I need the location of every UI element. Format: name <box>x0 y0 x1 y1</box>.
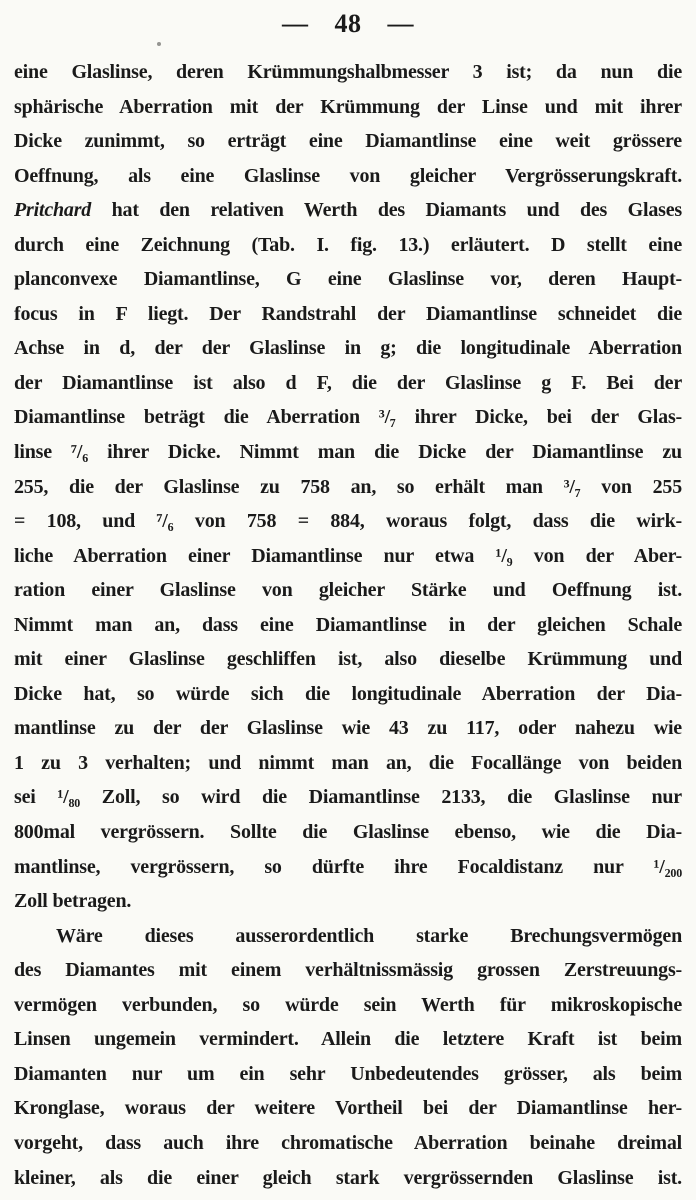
text-segment: durch eine Zeichnung (Tab. I. fig. 13.) erläutert. D stellt eine <box>14 233 682 256</box>
text-line <box>14 677 682 712</box>
text-segment: Achse in d, der der Glaslinse in g; die longitudinale Aberration <box>14 337 682 360</box>
page-number: 48 <box>334 9 362 38</box>
text-segment: Zoll betragen. <box>14 890 132 913</box>
text-line <box>14 780 682 815</box>
text-segment: Wäre dieses ausserordentlich starke Brechungsvermögen <box>56 924 682 947</box>
text-line <box>14 919 682 954</box>
text-segment: kleiner, als die einer gleich stark vergrössernden Glaslinse ist. <box>14 1166 682 1189</box>
text-line <box>14 711 682 746</box>
text-segment: Nimmt man an, dass eine Diamantlinse in der gleichen Schale <box>14 613 682 636</box>
text-segment: linse ⁷/₆ ihrer Dicke. Nimmt man die Dicke der Diamantlinse zu <box>14 441 682 464</box>
text-segment: Oeffnung, als eine Glaslinse von gleicher Vergrösserungskraft. <box>14 164 682 187</box>
text-line <box>14 746 682 781</box>
text-line <box>14 1161 682 1196</box>
text-segment: Diamantlinse beträgt die Aberration ³/₇ ihrer Dicke, bei der Glas- <box>14 406 682 429</box>
text-line <box>14 262 682 297</box>
text-segment: sei ¹/₈₀ Zoll, so wird die Diamantlinse 2133, die Glaslinse nur <box>14 786 682 809</box>
text-segment: vorgeht, dass auch ihre chromatische Aberration beinahe dreimal <box>14 1131 682 1154</box>
text-line <box>14 1057 682 1092</box>
text-line <box>14 504 682 539</box>
text-segment: 255, die der Glaslinse zu 758 an, so erhält man ³/₇ von 255 <box>14 475 682 498</box>
text-line <box>14 573 682 608</box>
text-line <box>14 815 682 850</box>
header-dash-right: — <box>387 9 414 38</box>
text-line <box>14 331 682 366</box>
text-segment: der Diamantlinse ist also d F, die der Glaslinse g F. Bei der <box>14 371 682 394</box>
text-segment: liche Aberration einer Diamantlinse nur etwa ¹/₉ von der Aber- <box>14 544 682 567</box>
text-segment: vermögen verbunden, so würde sein Werth für mikroskopische <box>14 993 682 1016</box>
text-segment: mantlinse, vergrössern, so dürfte ihre Focaldistanz nur ¹/₂₀₀ <box>14 855 682 878</box>
text-line <box>14 124 682 159</box>
text-line <box>14 470 682 505</box>
text-line <box>14 953 682 988</box>
text-segment: focus in F liegt. Der Randstrahl der Diamantlinse schneidet die <box>14 302 682 325</box>
text-segment: ration einer Glaslinse von gleicher Stärke und Oeffnung ist. <box>14 579 682 602</box>
text-line <box>14 159 682 194</box>
paragraph <box>14 919 682 1195</box>
text-line <box>14 193 682 228</box>
text-segment: Kronglase, woraus der weitere Vortheil bei der Diamantlinse her- <box>14 1097 682 1120</box>
text-line <box>14 90 682 125</box>
text-segment: mit einer Glaslinse geschliffen ist, also dieselbe Krümmung und <box>14 648 682 671</box>
text-line <box>14 228 682 263</box>
text-line <box>14 884 682 919</box>
text-segment: Diamanten nur um ein sehr Unbedeutendes grösser, als beim <box>14 1062 682 1085</box>
text-line <box>14 642 682 677</box>
text-line <box>14 608 682 643</box>
text-line <box>14 1022 682 1057</box>
scan-speck <box>157 42 161 46</box>
text-line <box>14 539 682 574</box>
text-line <box>14 55 682 90</box>
italic-text: Pritchard <box>14 199 92 222</box>
text-segment: mantlinse zu der der Glaslinse wie 43 zu 117, oder nahezu wie <box>14 717 682 740</box>
text-segment: Linsen ungemein vermindert. Allein die letztere Kraft ist beim <box>14 1028 682 1051</box>
text-segment: Dicke hat, so würde sich die longitudinale Aberration der Dia- <box>14 682 682 705</box>
text-line <box>14 435 682 470</box>
text-segment: 1 zu 3 verhalten; und nimmt man an, die Focallänge von beiden <box>14 751 682 774</box>
text-line <box>14 297 682 332</box>
text-block <box>14 55 682 1195</box>
text-segment: Dicke zunimmt, so erträgt eine Diamantlinse eine weit grössere <box>14 130 682 153</box>
text-segment: des Diamantes mit einem verhältnissmässig grossen Zerstreuungs- <box>14 959 682 982</box>
header-dash-left: — <box>282 9 309 38</box>
text-line <box>14 988 682 1023</box>
text-segment: = 108, und ⁷/₆ von 758 = 884, woraus folgt, dass die wirk- <box>14 510 682 533</box>
text-segment: planconvexe Diamantlinse, G eine Glaslinse vor, deren Haupt- <box>14 268 682 291</box>
page-header <box>0 0 696 42</box>
text-line <box>14 850 682 885</box>
text-segment: 800mal vergrössern. Sollte die Glaslinse ebenso, wie die Dia- <box>14 821 682 844</box>
text-line <box>14 1091 682 1126</box>
text-line <box>14 400 682 435</box>
text-line <box>14 1126 682 1161</box>
text-segment: hat den relativen Werth des Diamants und des Glases <box>91 199 682 222</box>
text-segment: eine Glaslinse, deren Krümmungshalbmesser 3 ist; da nun die <box>14 61 682 83</box>
text-line <box>14 366 682 401</box>
text-segment: sphärische Aberration mit der Krümmung der Linse und mit ihrer <box>14 95 682 118</box>
paragraph <box>14 55 682 919</box>
